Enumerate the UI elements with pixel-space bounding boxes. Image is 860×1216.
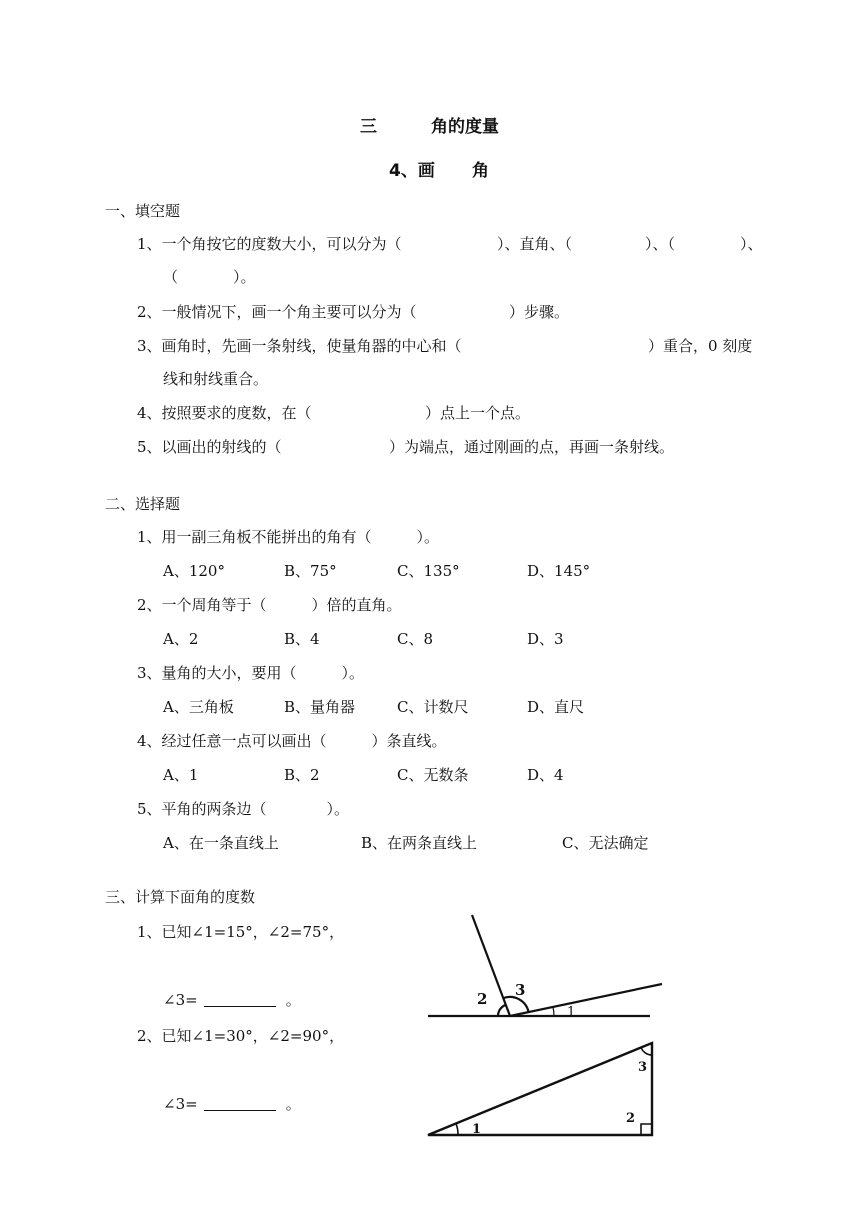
choice-q2-option-a: A、2 bbox=[163, 630, 199, 648]
figure2-label-2: 2 bbox=[626, 1111, 636, 1126]
figure1-label-1: 1 bbox=[567, 1005, 576, 1020]
choice-q3: 3、量角的大小，要用（ ）。 bbox=[137, 664, 365, 682]
figure1-angle1-arc bbox=[553, 1007, 554, 1016]
choice-q5-option-b: B、在两条直线上 bbox=[361, 834, 478, 852]
figure2-right-angle-mark bbox=[641, 1124, 652, 1135]
choice-q5: 5、平角的两条边（ ）。 bbox=[137, 800, 350, 818]
calc-q1-given: 1、已知∠1=15°，∠2=75°， bbox=[137, 923, 345, 941]
fill-q5-part-b: ）为端点，通过刚画的点，再画一条射线。 bbox=[389, 438, 675, 456]
fill-q1-line2-close: ）。 bbox=[233, 268, 256, 286]
lesson-title: 角 bbox=[472, 161, 489, 181]
chapter-number: 三 bbox=[360, 117, 377, 137]
fill-q4-part-b: ）点上一个点。 bbox=[425, 404, 531, 422]
calc-q1-answer-suffix: 。 bbox=[285, 991, 301, 1009]
chapter-title: 角的度量 bbox=[431, 117, 499, 137]
choice-q4-option-c: C、无数条 bbox=[397, 766, 469, 784]
fill-q1-line2-open: （ bbox=[163, 268, 179, 286]
figure1-label-2: 2 bbox=[477, 990, 488, 1008]
choice-q1: 1、用一副三角板不能拼出的角有（ ）。 bbox=[137, 528, 440, 546]
choice-q3-option-a: A、三角板 bbox=[163, 698, 234, 716]
choice-q1-option-b: B、75° bbox=[284, 562, 337, 580]
figure2-angle1-arc bbox=[456, 1124, 458, 1136]
figure1-shallow-ray bbox=[510, 984, 662, 1016]
choice-q2-option-b: B、4 bbox=[284, 630, 320, 648]
fill-q3-part-a: 3、画角时，先画一条射线，使量角器的中心和（ bbox=[137, 337, 462, 355]
figure2-angle3-arc bbox=[641, 1048, 652, 1056]
choice-q4-option-d: D、4 bbox=[527, 766, 564, 784]
figure1-angle2-arc bbox=[498, 1005, 506, 1016]
angle-figure-2 bbox=[428, 1043, 652, 1135]
fill-q3-line2: 线和射线重合。 bbox=[163, 370, 269, 388]
fill-q1-part-d: ）、 bbox=[740, 235, 763, 253]
fill-q1-part-b: ）、直角、（ bbox=[497, 235, 573, 253]
choice-q3-option-b: B、量角器 bbox=[284, 698, 356, 716]
calc-q2-answer-prefix: ∠3= bbox=[163, 1095, 198, 1113]
choice-q5-option-a: A、在一条直线上 bbox=[163, 834, 279, 852]
fill-q1-part-c: ）、（ bbox=[645, 235, 676, 253]
calc-q2-answer-suffix: 。 bbox=[285, 1095, 301, 1113]
choice-q4: 4、经过任意一点可以画出（ ）条直线。 bbox=[137, 732, 447, 750]
choice-q2-option-d: D、3 bbox=[527, 630, 564, 648]
lesson-number: 4、画 bbox=[389, 161, 435, 181]
angle-figure-1 bbox=[428, 915, 662, 1016]
choice-q1-option-d: D、145° bbox=[527, 562, 591, 580]
choice-q3-option-d: D、直尺 bbox=[527, 698, 585, 716]
calc-q2-given: 2、已知∠1=30°，∠2=90°， bbox=[137, 1027, 345, 1045]
figure2-label-3: 3 bbox=[638, 1060, 648, 1075]
fill-q1-part-a: 1、一个角按它的度数大小，可以分为（ bbox=[137, 235, 402, 253]
figure2-triangle bbox=[428, 1043, 652, 1135]
section-calc-title: 三、计算下面角的度数 bbox=[105, 888, 256, 906]
choice-q4-option-a: A、1 bbox=[163, 766, 199, 784]
choice-q5-option-c: C、无法确定 bbox=[562, 834, 649, 852]
choice-q3-option-c: C、计数尺 bbox=[397, 698, 469, 716]
choice-q1-option-a: A、120° bbox=[163, 562, 225, 580]
choice-q2-option-c: C、8 bbox=[397, 630, 434, 648]
fill-q4-part-a: 4、按照要求的度数，在（ bbox=[137, 404, 312, 422]
section-fill-in-title: 一、填空题 bbox=[105, 202, 181, 220]
calc-q1-answer-prefix: ∠3= bbox=[163, 991, 198, 1009]
fill-q2-part-a: 2、一般情况下，画一个角主要可以分为（ bbox=[137, 303, 417, 321]
section-choice-title: 二、选择题 bbox=[105, 495, 181, 513]
choice-q4-option-b: B、2 bbox=[284, 766, 320, 784]
figure2-label-1: 1 bbox=[472, 1122, 482, 1137]
choice-q1-option-c: C、135° bbox=[397, 562, 460, 580]
choice-q2: 2、一个周角等于（ ）倍的直角。 bbox=[137, 596, 402, 614]
fill-q2-part-b: ）步骤。 bbox=[509, 303, 570, 321]
figure1-label-3: 3 bbox=[515, 981, 526, 999]
fill-q5-part-a: 5、以画出的射线的（ bbox=[137, 438, 282, 456]
fill-q3-part-b: ）重合，0 刻度 bbox=[648, 337, 753, 355]
